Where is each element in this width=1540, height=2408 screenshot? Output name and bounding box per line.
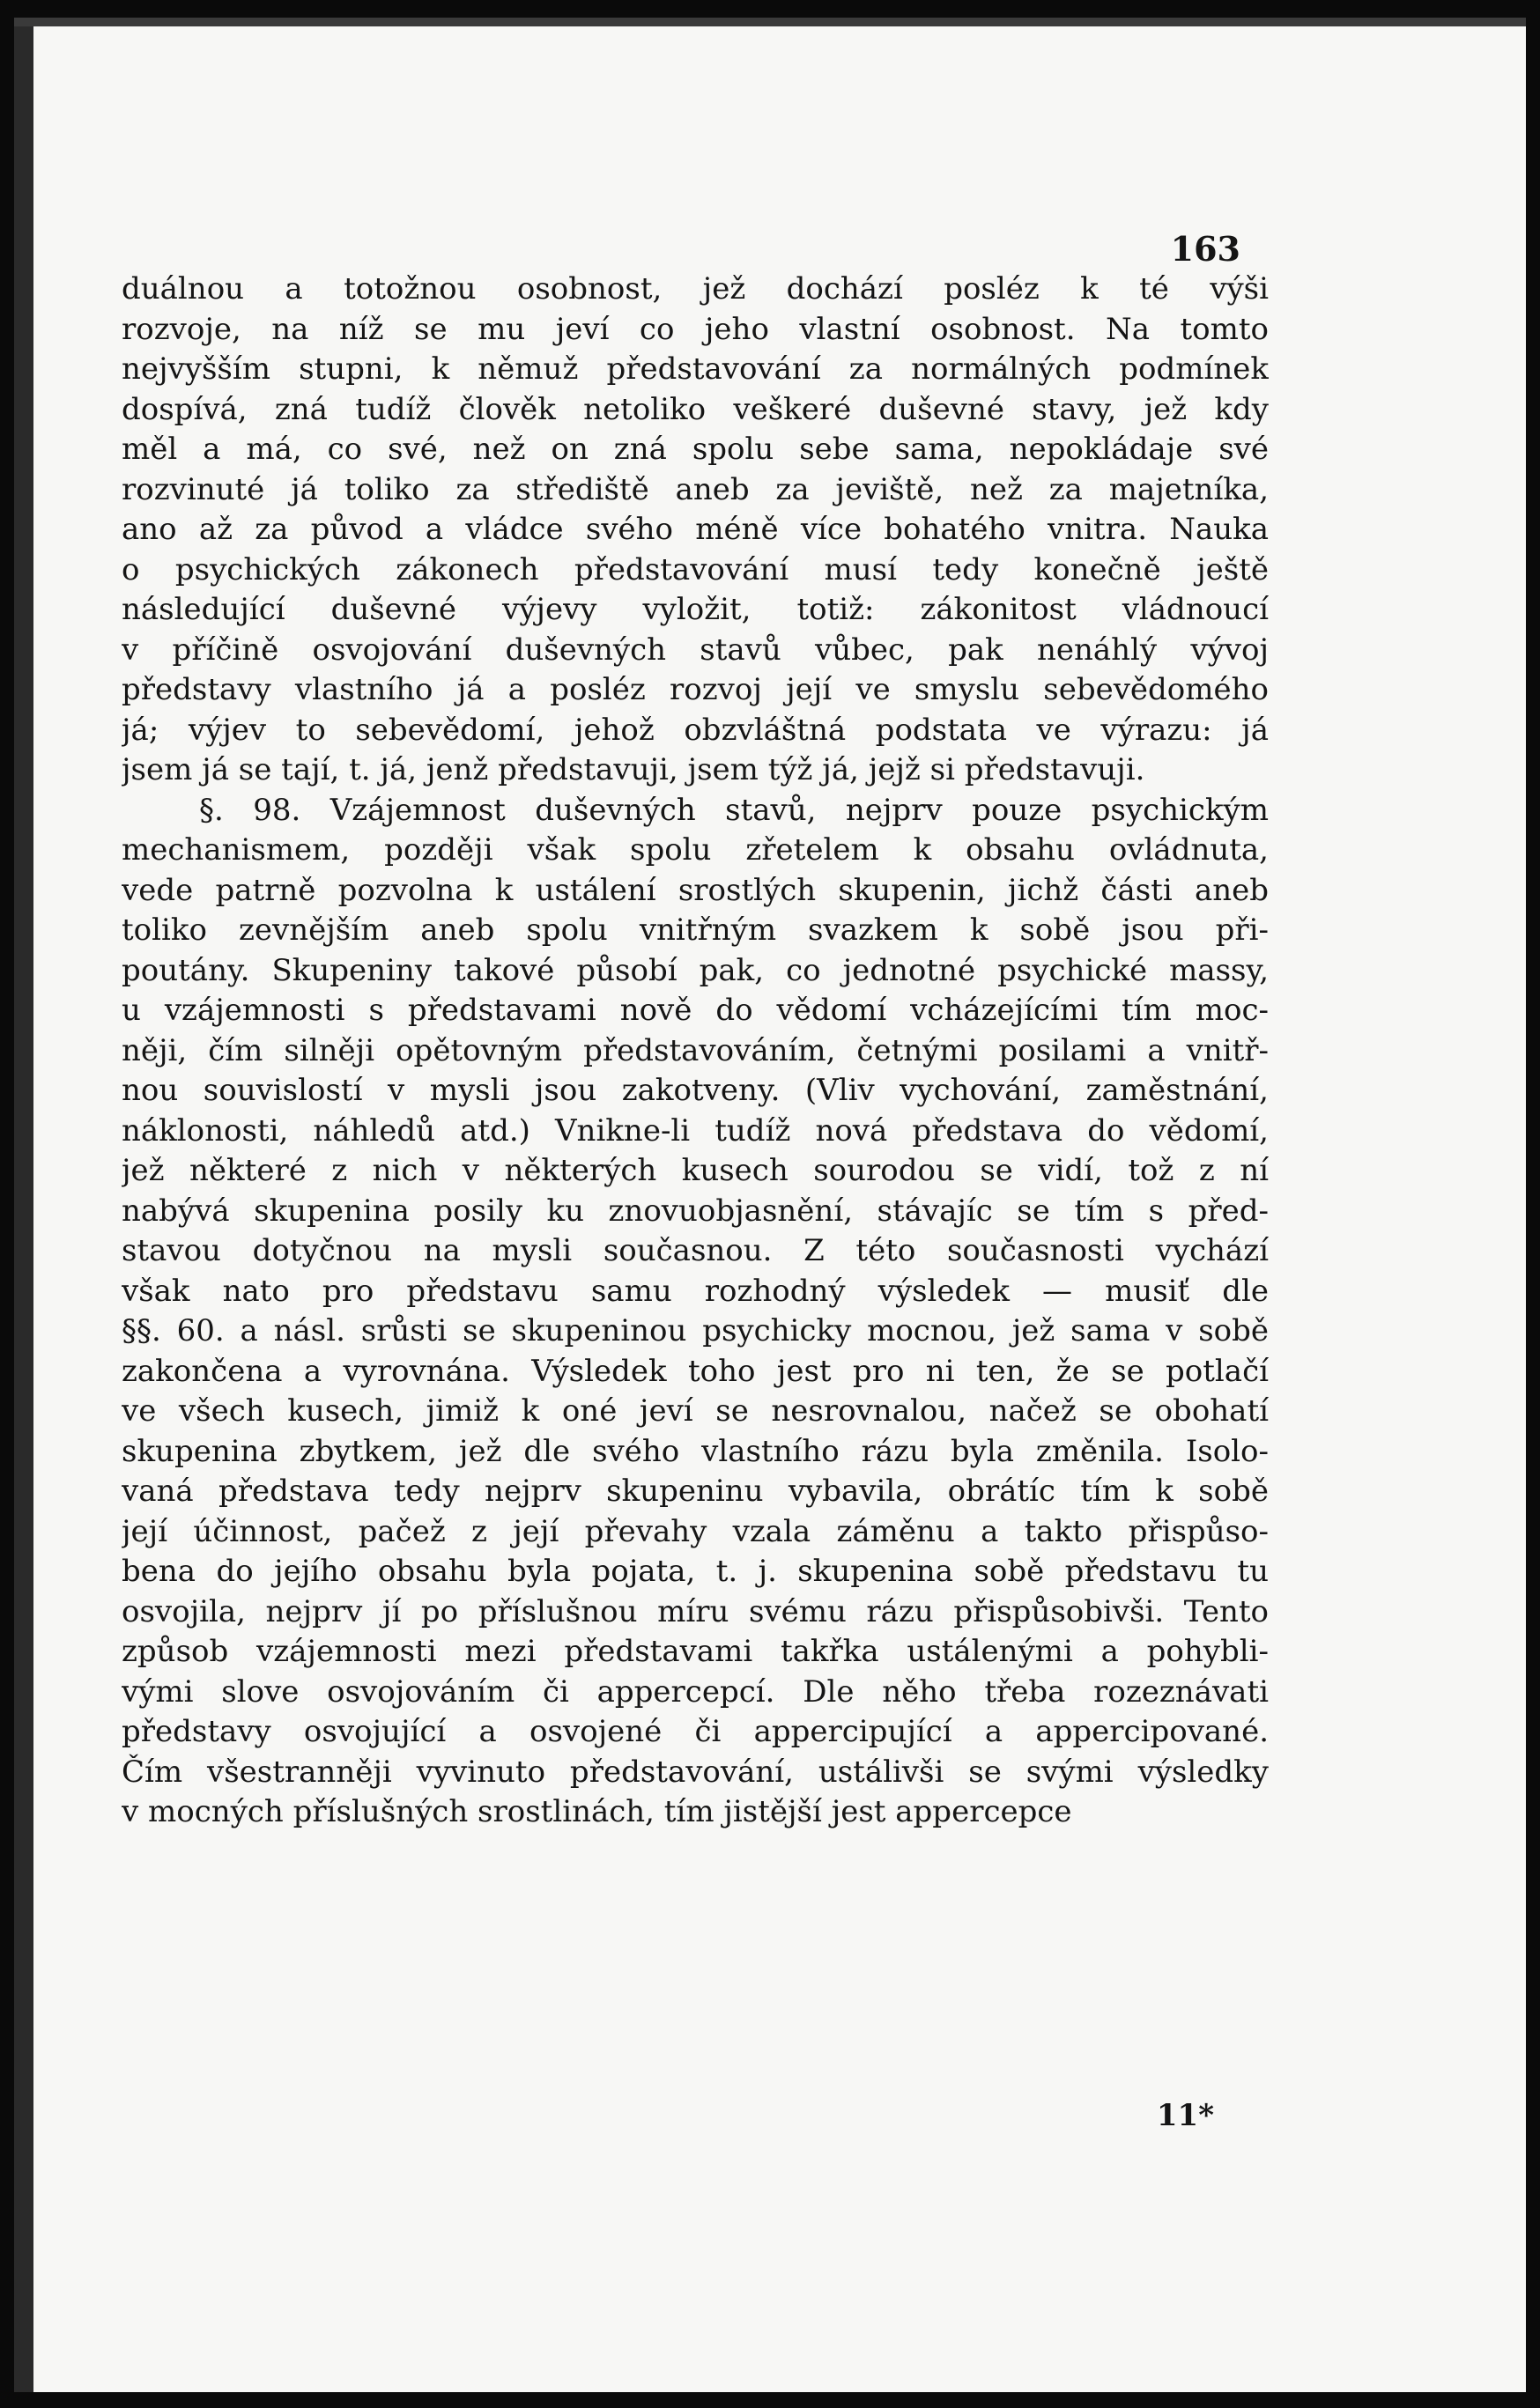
- text-line: jsem já se tají, t. já, jenž představuji, jsem týž já, jejž si představuji.: [122, 752, 1145, 787]
- text-line: představy vlastního já a posléz rozvoj její ve smyslu sebevědomého: [122, 672, 1269, 707]
- text-line: duálnou a totožnou osobnost, jež dochází posléz k té výši: [122, 271, 1269, 307]
- text-line: něji, čím silněji opětovným představováním, četnými posilami a vnitř-: [122, 1032, 1269, 1068]
- text-line: Čím všestranněji vyvinuto představování, ustálivši se svými výsledky: [122, 1754, 1269, 1790]
- text-line: nou souvislostí v mysli jsou zakotveny. (Vliv vychování, zaměstnání,: [122, 1073, 1269, 1108]
- text-line: rozvinuté já toliko za střediště aneb za jeviště, než za majetníka,: [122, 471, 1269, 507]
- page-binding-edge: [14, 18, 33, 2392]
- text-line: rozvoje, na níž se mu jeví co jeho vlastní osobnost. Na tomto: [122, 311, 1269, 347]
- body-text: [122, 270, 1269, 1833]
- book-page: [14, 18, 1526, 2392]
- text-line: stavou dotyčnou na mysli současnou. Z této současnosti vychází: [122, 1233, 1269, 1268]
- text-line: vými slove osvojováním či appercepcí. Dle něho třeba rozeznávati: [122, 1673, 1269, 1710]
- text-line: jež některé z nich v některých kusech sourodou se vidí, tož z ní: [122, 1153, 1269, 1188]
- text-line: vede patrně pozvolna k ustálení srostlých skupenin, jichž části aneb: [122, 872, 1269, 908]
- text-line: osvojila, nejprv jí po příslušnou míru svému rázu přispůsobivši. Tento: [122, 1593, 1269, 1629]
- text-line: skupenina zbytkem, jež dle svého vlastního rázu byla změnila. Isolo-: [122, 1433, 1269, 1469]
- text-line: způsob vzájemnosti mezi představami takřka ustálenými a pohybli-: [122, 1634, 1269, 1669]
- text-line: představy osvojující a osvojené či appercipující a appercipované.: [122, 1714, 1269, 1749]
- text-line: náklonosti, náhledů atd.) Vnikne-li tudíž nová představa do vědomí,: [122, 1112, 1269, 1149]
- text-line: §. 98. Vzájemnost duševných stavů, nejprv pouze psychickým: [199, 792, 1269, 828]
- text-line: však nato pro představu samu rozhodný výsledek — musiť dle: [122, 1273, 1269, 1309]
- text-line: dospívá, zná tudíž člověk netoliko veškeré duševné stavy, jež kdy: [122, 391, 1269, 427]
- text-line: u vzájemnosti s představami nově do vědomí vcházejícími tím moc-: [122, 993, 1269, 1028]
- text-line: nabývá skupenina posily ku znovuobjasnění, stávajíc se tím s před-: [122, 1193, 1269, 1229]
- text-line: nejvyšším stupni, k němuž představování za normálných podmínek: [122, 351, 1269, 387]
- text-line: měl a má, co své, než on zná spolu sebe sama, nepokládaje své: [122, 432, 1269, 467]
- printer-signature: 11*: [1156, 2098, 1214, 2133]
- text-line: v příčině osvojování duševných stavů vůbec, pak nenáhlý vývoj: [122, 632, 1269, 668]
- text-line: v mocných příslušných srostlinách, tím jistější jest appercepce: [122, 1794, 1072, 1829]
- text-line: §§. 60. a násl. srůsti se skupeninou psychicky mocnou, jež sama v sobě: [122, 1313, 1269, 1348]
- text-line: následující duševné výjevy vyložit, totiž: zákonitost vládnoucí: [122, 592, 1269, 627]
- text-line: ve všech kusech, jimiž k oné jeví se nesrovnalou, načež se obohatí: [122, 1393, 1269, 1429]
- text-line: já; výjev to sebevědomí, jehož obzvláštná podstata ve výrazu: já: [122, 712, 1269, 748]
- text-line: o psychických zákonech představování musí tedy konečně ještě: [122, 551, 1269, 587]
- text-line: zakončena a vyrovnána. Výsledek toho jest pro ni ten, že se potlačí: [122, 1353, 1269, 1389]
- text-line: její účinnost, pačež z její převahy vzala záměnu a takto přispůso-: [122, 1513, 1269, 1549]
- text-line: vaná představa tedy nejprv skupeninu vybavila, obrátíc tím k sobě: [122, 1474, 1269, 1509]
- page-number: 163: [1170, 229, 1240, 269]
- text-line: mechanismem, později však spolu zřetelem k obsahu ovládnuta,: [122, 832, 1269, 868]
- text-line: poutány. Skupeniny takové působí pak, co jednotné psychické massy,: [122, 952, 1269, 988]
- text-line: toliko zevnějším aneb spolu vnitřným svazkem k sobě jsou při-: [122, 912, 1269, 948]
- text-line: bena do jejího obsahu byla pojata, t. j. skupenina sobě představu tu: [122, 1554, 1269, 1589]
- text-line: ano až za původ a vládce svého méně více bohatého vnitra. Nauka: [122, 512, 1269, 547]
- page-top-edge: [14, 18, 1526, 26]
